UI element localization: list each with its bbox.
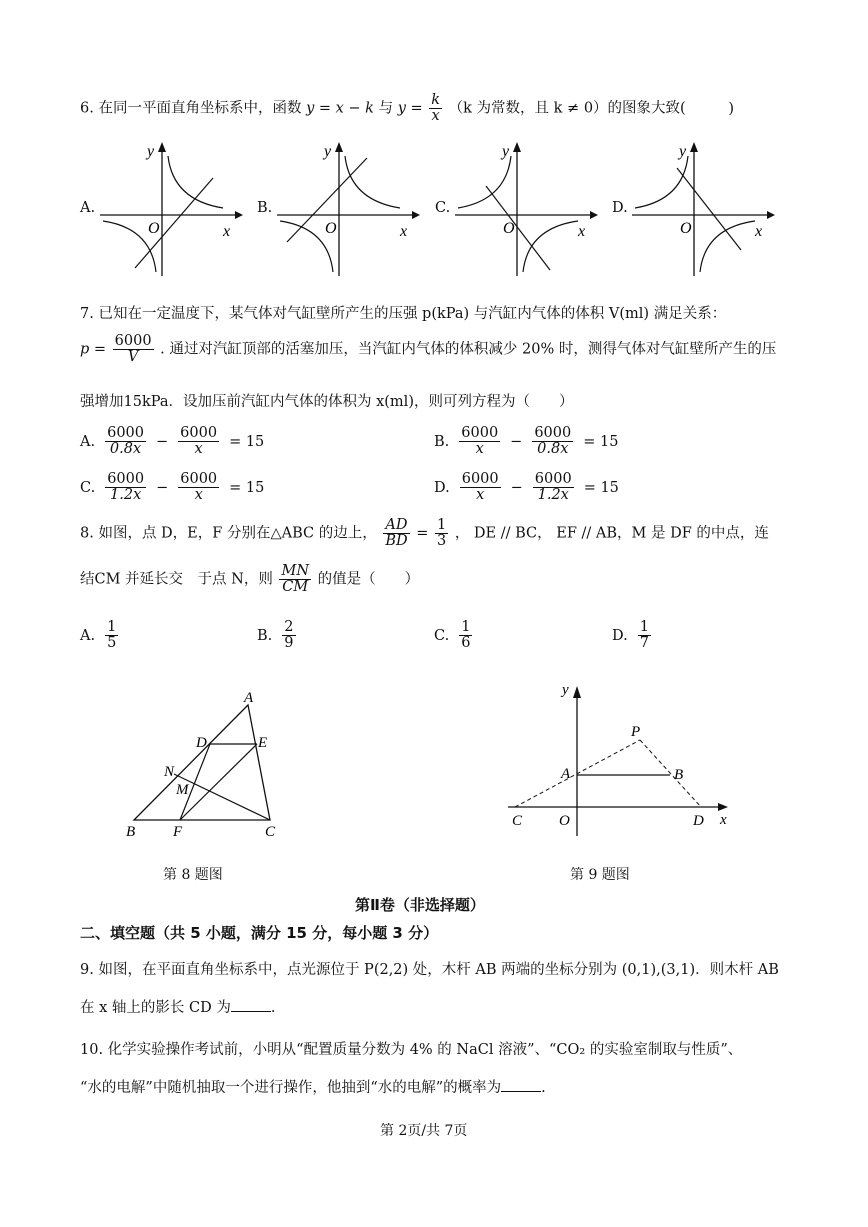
q6-graph-a — [95, 138, 245, 280]
q8-option-a: A. $\frac{1}{5}$ — [80, 619, 117, 652]
svg-text:y: y — [324, 143, 332, 160]
figure-8 — [120, 688, 300, 843]
svg-text:F: F — [173, 824, 183, 840]
q10-line1: 10. 化学实验操作考试前，小明从“配置质量分数为 4% 的 NaCl 溶液”、“CO₂ 的实验室制取与性质”、 — [80, 1042, 743, 1058]
q8-option-b: B. $\frac{2}{9}$ — [257, 619, 294, 652]
svg-text:x: x — [578, 223, 586, 240]
svg-text:O: O — [559, 813, 570, 829]
page-number: 第 2页/共 7页 — [380, 1123, 468, 1139]
svg-text:x: x — [720, 812, 727, 828]
svg-text:y: y — [147, 143, 155, 160]
q8-option-d: D. $\frac{1}{7}$ — [612, 619, 649, 652]
q6-option-c-label: C. — [435, 200, 451, 216]
svg-text:y: y — [679, 143, 687, 160]
svg-text:C: C — [512, 813, 523, 829]
q6-option-b-label: B. — [257, 200, 273, 216]
q8-line1: 8. 如图，点 D，E，F 分别在△ABC 的边上， $\frac{AD}{BD}$ = $\frac{1}{3}$ ， DE // BC， EF // AB，M 是 DF 的中点，连 — [80, 517, 769, 550]
q7-option-a: A. $\frac{6000}{0.8x}$ − $\frac{6000}{x}$ = 15 — [80, 425, 265, 458]
part2-heading: 二、填空题（共 5 小题，满分 15 分，每小题 3 分） — [80, 924, 439, 942]
q6-fraction: $\frac{k}{x}$ — [431, 92, 441, 125]
svg-text:A: A — [244, 690, 254, 706]
figure-9 — [500, 678, 740, 838]
section-title: 第Ⅱ卷（非选择题） — [355, 896, 485, 914]
q10-answer-blank[interactable] — [501, 1079, 541, 1092]
svg-text:B: B — [126, 824, 136, 840]
svg-text:N: N — [164, 764, 175, 780]
svg-text:P: P — [631, 724, 641, 740]
q6-option-d-label: D. — [612, 200, 628, 216]
q6-graph-d — [627, 138, 777, 280]
figure-8-caption: 第 8 题图 — [163, 867, 223, 883]
q8-option-c: C. $\frac{1}{6}$ — [434, 619, 471, 652]
q7-option-b: B. $\frac{6000}{x}$ − $\frac{6000}{0.8x}$ = 15 — [434, 425, 619, 458]
q7-formula-line: p = $\frac{6000}{V}$ . 通过对汽缸顶部的活塞加压，当汽缸内气体的体积减少 20% 时，测得气体对气缸壁所产生的压 — [80, 333, 777, 366]
svg-text:x: x — [755, 223, 763, 240]
q9-line2: 在 x 轴上的影长 CD 为 . — [80, 1000, 276, 1016]
svg-text:D: D — [693, 813, 704, 829]
svg-text:O: O — [325, 220, 337, 237]
svg-text:x: x — [400, 223, 408, 240]
svg-text:O: O — [680, 220, 692, 237]
q7-option-c: C. $\frac{6000}{1.2x}$ − $\frac{6000}{x}$ = 15 — [80, 471, 265, 504]
q9-line1: 9. 如图，在平面直角坐标系中，点光源位于 P(2,2) 处，木杆 AB 两端的坐标分别为 (0,1),(3,1)．则木杆 AB — [80, 962, 779, 978]
q9-answer-blank[interactable] — [231, 999, 271, 1012]
figure-9-caption: 第 9 题图 — [570, 867, 630, 883]
svg-text:O: O — [148, 220, 160, 237]
svg-text:C: C — [265, 824, 276, 840]
svg-text:D: D — [196, 735, 207, 751]
svg-text:M: M — [176, 782, 189, 798]
svg-text:y: y — [562, 682, 569, 698]
q7-line1: 7. 已知在一定温度下，某气体对气缸壁所产生的压强 p(kPa) 与汽缸内气体的体积 V(ml) 满足关系： — [80, 306, 727, 322]
svg-text:B: B — [674, 767, 684, 783]
q8-line2: 结CM 并延长交 于点 N，则 $\frac{MN}{CM}$ 的值是（ ） — [80, 563, 420, 596]
q7-option-d: D. $\frac{6000}{x}$ − $\frac{6000}{1.2x}$ = 15 — [434, 471, 619, 504]
q7-line3: 强增加15kPa．设加压前汽缸内气体的体积为 x(ml)，则可列方程为（ ） — [80, 394, 574, 410]
q6-option-a-label: A. — [80, 200, 96, 216]
q10-line2: “水的电解”中随机抽取一个进行操作，他抽到“水的电解”的概率为 . — [80, 1080, 546, 1096]
svg-text:O: O — [503, 220, 515, 237]
q6-graph-c — [450, 138, 600, 280]
svg-text:y: y — [502, 143, 510, 160]
svg-text:x: x — [223, 223, 231, 240]
q6-stem: 6. 在同一平面直角坐标系中，函数 y = x − k 与 y = $\frac{k}{x}$ （k 为常数，且 k ≠ 0）的图象大致( ) — [80, 92, 734, 125]
svg-text:E: E — [258, 735, 268, 751]
q6-graph-b — [272, 138, 422, 280]
svg-text:A: A — [561, 766, 571, 782]
